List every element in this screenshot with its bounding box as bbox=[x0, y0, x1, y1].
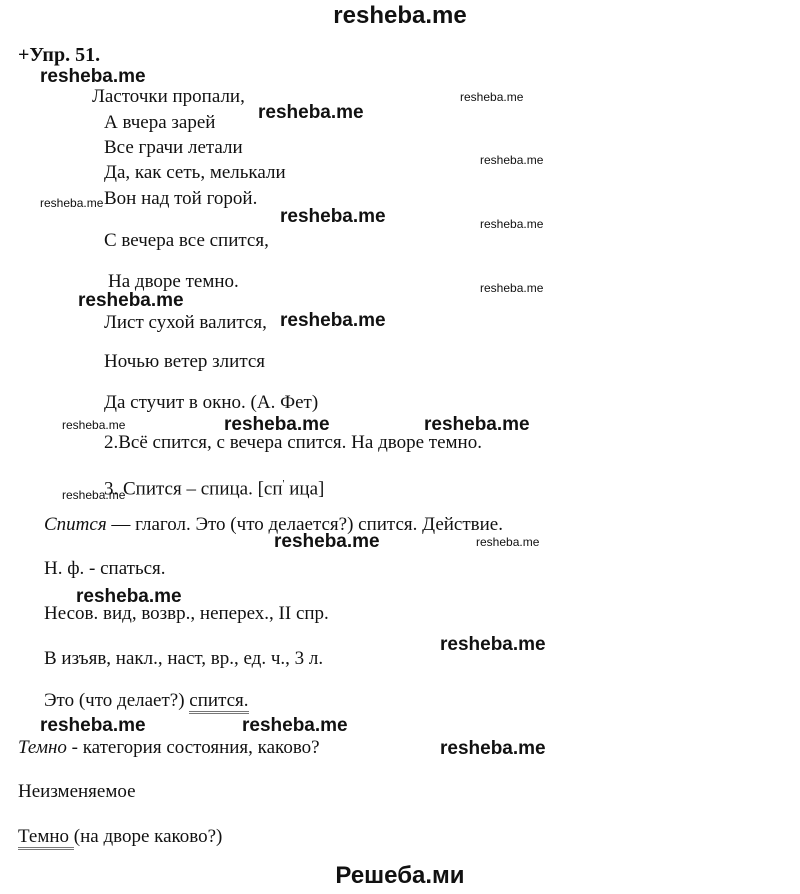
poem-line: Все грачи летали bbox=[104, 137, 243, 158]
watermark: resheba.me bbox=[224, 414, 330, 435]
poem-line: Лист сухой валится, bbox=[104, 312, 267, 333]
watermark: resheba.me bbox=[40, 196, 104, 210]
poem-line: С вечера все спится, bbox=[104, 230, 269, 251]
syntactic-role: Это (что делает?) спится. bbox=[44, 690, 249, 712]
poem-line: Ночью ветер злится bbox=[104, 351, 266, 372]
watermark: resheba.me bbox=[62, 418, 126, 432]
task-2: 2.Всё спится, с вечера спится. На дворе темно. bbox=[104, 432, 482, 453]
analyzed-word: Спится bbox=[44, 514, 107, 535]
watermark: resheba.me bbox=[460, 90, 524, 104]
variable-features: В изъяв, накл., наст, вр., ед. ч., 3 л. bbox=[44, 648, 324, 669]
poem-line: Ласточки пропали, bbox=[92, 86, 245, 107]
watermark: resheba.me bbox=[280, 310, 386, 331]
watermark: resheba.me bbox=[274, 531, 380, 552]
poem-line: Да стучит в окно. (А. Фет) bbox=[104, 392, 319, 413]
unchangeable-note: Неизменяемое bbox=[18, 781, 136, 802]
watermark: resheba.me bbox=[480, 217, 544, 231]
watermark: resheba.me bbox=[440, 634, 546, 655]
footer-watermark: Решеба.ми bbox=[335, 862, 465, 889]
analysis-spitsya: Спится — глагол. Это (что делается?) спится. Действие. bbox=[44, 514, 503, 535]
poem-line: На дворе темно. bbox=[108, 271, 239, 292]
watermark: resheba.me bbox=[78, 290, 184, 311]
watermark: resheba.me bbox=[424, 414, 530, 435]
watermark: resheba.me bbox=[76, 586, 182, 607]
analyzed-word: Темно bbox=[18, 737, 67, 758]
watermark: resheba.me bbox=[480, 281, 544, 295]
watermark: resheba.me bbox=[440, 738, 546, 759]
watermark: resheba.me bbox=[480, 153, 544, 167]
watermark: resheba.me bbox=[62, 488, 126, 502]
watermark: resheba.me bbox=[40, 66, 146, 87]
watermark: resheba.me bbox=[242, 715, 348, 736]
initial-form: Н. ф. - спаться. bbox=[44, 558, 166, 579]
predicate-word: спится. bbox=[189, 690, 248, 714]
constant-features: Несов. вид, возвр., неперех., II спр. bbox=[44, 603, 329, 624]
poem-line: Вон над той горой. bbox=[104, 188, 258, 209]
exercise-title: +Упр. 51. bbox=[18, 44, 101, 66]
watermark: resheba.me bbox=[258, 102, 364, 123]
syntactic-role-temno: Темно (на дворе каково?) bbox=[18, 826, 222, 848]
header-watermark: resheba.me bbox=[333, 2, 467, 29]
stress-mark: ' bbox=[282, 478, 285, 490]
task-3: 3. Спится – спица. [сп' ица] bbox=[104, 478, 325, 500]
watermark: resheba.me bbox=[40, 715, 146, 736]
poem-line: Да, как сеть, мелькали bbox=[104, 162, 286, 183]
watermark: resheba.me bbox=[280, 206, 386, 227]
predicate-word: Темно bbox=[18, 826, 74, 850]
poem-line: А вчера зарей bbox=[104, 112, 216, 133]
watermark: resheba.me bbox=[476, 535, 540, 549]
analysis-temno: Темно - категория состояния, каково? bbox=[18, 737, 320, 758]
